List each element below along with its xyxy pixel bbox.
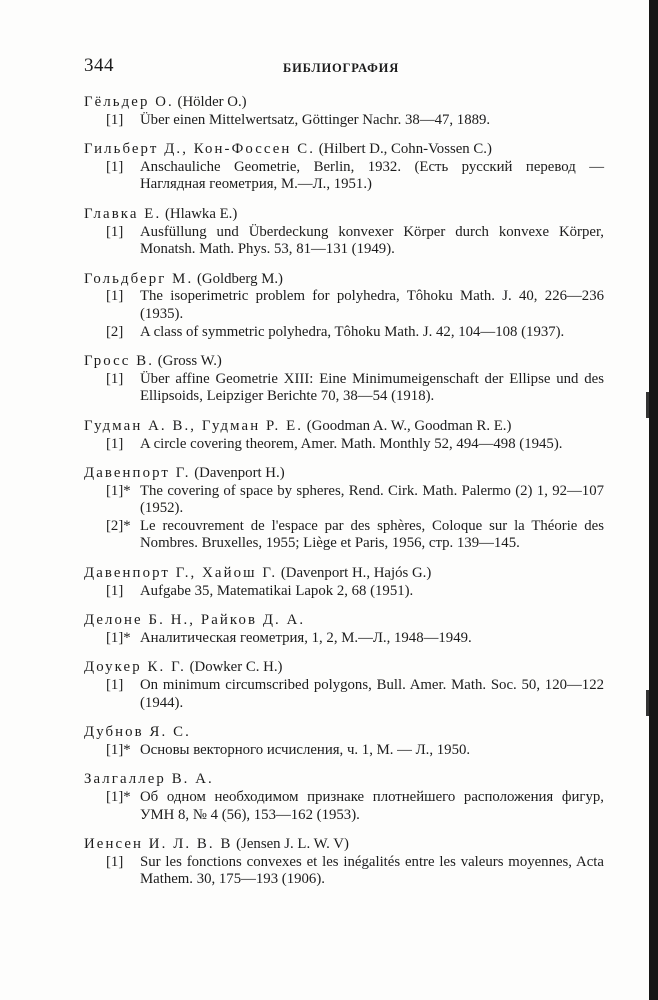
reference-number: [1] [106,288,124,305]
bib-entry [84,465,604,553]
reference-item [84,789,604,824]
page-number: 344 [84,55,114,76]
page-edge-shadow [649,0,658,1000]
entry-author [84,141,604,159]
author-latin-name: (Hlawka E.) [161,205,238,222]
author-name: Гудман А. В., Гудман Р. Е. [84,417,304,434]
reference-item [84,288,604,323]
author-latin-name: (Davenport H.) [190,465,285,482]
reference-number: [1] [106,435,124,452]
bib-entry [84,612,604,647]
author-name: Гёльдер О. [84,94,174,110]
reference-text: A class of symmetric polyhedra, Tôhoku Math. J. 42, 104—108 (1937). [140,323,565,340]
author-name: Залгаллер В. А. [84,771,214,788]
author-name: Иенсен И. Л. В. В [84,836,233,853]
reference-text: On minimum circumscribed polygons, Bull. Amer. Math. Soc. 50, 120—122 (1944). [140,677,604,711]
bib-entry [84,771,604,824]
reference-text: The covering of space by spheres, Rend. Cirk. Math. Palermo (2) 1, 92—107 (1952). [140,482,604,517]
author-latin-name: (Goldberg M.) [193,270,283,287]
bib-entry [84,271,604,341]
author-latin-name: (Gross W.) [154,353,222,370]
edge-mark [646,392,649,418]
bib-entry [84,353,604,406]
reference-item [84,159,604,194]
reference-item [84,742,604,760]
reference-number: [1]* [106,741,131,758]
reference-text: Аналитическая геометрия, 1, 2, М.—Л., 1948—1949. [140,629,472,646]
reference-text: A circle covering theorem, Amer. Math. Monthly 52, 494—498 (1945). [140,435,563,452]
author-latin-name: (Hölder O.) [173,94,247,110]
reference-item [84,436,604,454]
entry-author [84,771,604,789]
reference-number: [1] [106,158,124,175]
author-name: Главка Е. [84,205,162,222]
reference-item [84,224,604,259]
reference-number: [1] [106,223,124,240]
author-name: Дубнов Я. С. [84,724,191,741]
author-latin-name: (Dowker C. H.) [185,659,283,676]
reference-item [84,630,604,648]
reference-number: [1]* [106,789,131,805]
author-name: Делоне Б. Н., Райков Д. А. [84,612,306,629]
entry-author [84,94,604,112]
entry-author [84,836,604,854]
bib-entry [84,836,604,889]
reference-item [84,518,604,553]
reference-item [84,371,604,406]
reference-text: Anschauliche Geometrie, Berlin, 1932. (Есть русский перевод — Наглядная геометрия, М.—Л., 1951.) [140,158,604,193]
reference-text: Sur les fonctions convexes et les inégalités entre les valeurs moyennes, Acta Mathem. 30, 175—193 (1906). [140,853,604,888]
reference-item [84,677,604,712]
entry-author [84,271,604,289]
reference-text: Aufgabe 35, Matematikai Lapok 2, 68 (1951). [140,582,414,599]
author-name: Гольдберг М. [84,270,194,287]
reference-text: The isoperimetric problem for polyhedra, Tôhoku Math. J. 40, 226—236 (1935). [140,288,604,322]
reference-text: Ausfüllung und Überdeckung konvexer Körper durch konvexe Körper, Monatsh. Math. Phys. 53, 81—131 (1949). [140,223,604,258]
reference-text: Le recouvrement de l'espace par des sphères, Coloque sur la Théorie des Nombres. Bruxelles, 1955; Liège et Paris, 1956, стр. 139—145. [140,517,604,552]
author-name: Доукер К. Г. [84,659,186,676]
reference-text: Über affine Geometrie XIII: Eine Minimumeigenschaft der Ellipse und des Ellipsoids, Leipziger Berichte 70, 38—54 (1918). [140,370,604,405]
author-latin-name: (Hilbert D., Cohn-Vossen C.) [315,141,492,158]
bib-entry [84,418,604,453]
bib-entry [84,206,604,259]
reference-number: [1]* [106,482,131,499]
author-name: Давенпорт Г., Хайош Г. [84,565,278,582]
entry-author [84,418,604,436]
bib-entry [84,565,604,600]
author-name: Гильберт Д., Кон-Фоссен С. [84,141,316,158]
reference-number: [1] [106,582,124,599]
reference-number: [1] [106,853,124,870]
author-name: Гросс В. [84,353,154,370]
reference-number: [1] [106,111,124,128]
reference-item [84,324,604,342]
entry-author [84,353,604,371]
bibliography-list [84,94,604,901]
reference-item [84,483,604,518]
running-head: БИБЛИОГРАФИЯ [283,61,400,75]
reference-number: [1] [106,370,124,387]
reference-number: [2]* [106,517,131,534]
entry-author [84,206,604,224]
entry-author [84,465,604,483]
bib-entry [84,724,604,759]
bib-entry [84,141,604,194]
reference-number: [1]* [106,629,131,646]
reference-item [84,854,604,889]
entry-author [84,612,604,630]
reference-text: Основы векторного исчисления, ч. 1, М. — Л., 1950. [140,741,471,758]
author-name: Давенпорт Г. [84,465,191,482]
bib-entry [84,659,604,712]
author-latin-name: (Jensen J. L. W. V) [232,836,349,853]
bib-entry [84,94,604,129]
reference-number: [1] [106,677,124,694]
reference-text: Об одном необходимом признаке плотнейшего расположения фигур, УМН 8, № 4 (56), 153—162 (1953). [140,789,604,823]
edge-mark [646,690,649,716]
entry-author [84,659,604,677]
reference-item [84,112,604,130]
author-latin-name: (Davenport H., Hajós G.) [277,565,432,582]
reference-item [84,583,604,601]
author-latin-name: (Goodman A. W., Goodman R. E.) [303,417,512,434]
reference-text: Über einen Mittelwertsatz, Göttinger Nachr. 38—47, 1889. [140,111,491,128]
reference-number: [2] [106,323,124,340]
entry-author [84,724,604,742]
entry-author [84,565,604,583]
